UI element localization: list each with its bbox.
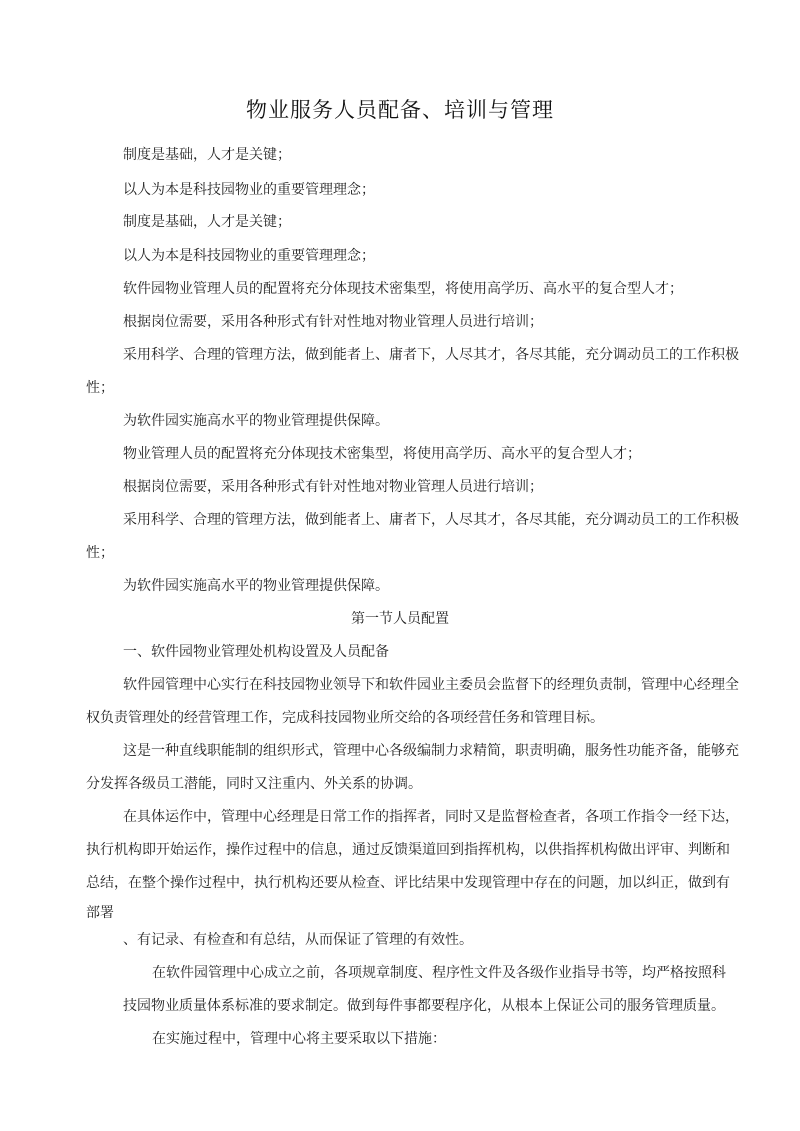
paragraph-line: 以人为本是科技园物业的重要管理理念； bbox=[123, 182, 375, 198]
paragraph-line: 为软件园实施高水平的物业管理提供保障。 bbox=[123, 413, 389, 429]
paragraph-line: 执行机构即开始运作，操作过程中的信息，通过反馈渠道回到指挥机构，以供指挥机构做出评审、判断和 bbox=[86, 842, 730, 858]
paragraph-line: 这是一种直线职能制的组织形式，管理中心各级编制力求精简，职责明确，服务性功能齐备，能够充 bbox=[123, 743, 739, 759]
section-heading: 第一节人员配置 bbox=[351, 611, 449, 627]
paragraph-line: 采用科学、合理的管理方法，做到能者上、庸者下，人尽其才，各尽其能，充分调动员工的工作积极 bbox=[123, 512, 739, 528]
document-title: 物业服务人员配备、培训与管理 bbox=[246, 98, 554, 122]
paragraph-line: 软件园物业管理人员的配置将充分体现技术密集型，将使用高学历、高水平的复合型人才； bbox=[123, 281, 683, 297]
paragraph-line: 采用科学、合理的管理方法，做到能者上、庸者下，人尽其才，各尽其能，充分调动员工的工作积极 bbox=[123, 347, 739, 363]
paragraph-line: 、有记录、有检查和有总结，从而保证了管理的有效性。 bbox=[123, 932, 473, 948]
subsection-heading: 一、软件园物业管理处机构设置及人员配备 bbox=[123, 644, 389, 660]
paragraph-line: 根据岗位需要，采用各种形式有针对性地对物业管理人员进行培训； bbox=[123, 314, 543, 330]
paragraph-line: 为软件园实施高水平的物业管理提供保障。 bbox=[123, 578, 389, 594]
paragraph-line: 制度是基础，人才是关键； bbox=[123, 214, 291, 230]
paragraph-line: 分发挥各级员工潜能，同时又注重内、外关系的协调。 bbox=[86, 776, 422, 792]
paragraph-line: 制度是基础，人才是关键； bbox=[123, 147, 291, 163]
paragraph-line: 根据岗位需要，采用各种形式有针对性地对物业管理人员进行培训； bbox=[123, 479, 543, 495]
paragraph-line: 总结，在整个操作过程中，执行机构还要从检查、评比结果中发现管理中存在的问题，加以纠正，做到有 bbox=[86, 875, 730, 891]
paragraph-line: 技园物业质量体系标准的要求制定。做到每件事都要程序化，从根本上保证公司的服务管理质量。 bbox=[123, 998, 725, 1014]
paragraph-line: 性； bbox=[86, 545, 114, 561]
paragraph-line: 物业管理人员的配置将充分体现技术密集型，将使用高学历、高水平的复合型人才； bbox=[123, 446, 641, 462]
paragraph-line: 在实施过程中，管理中心将主要采取以下措施： bbox=[152, 1031, 446, 1047]
paragraph-line: 性； bbox=[86, 380, 114, 396]
paragraph-line: 在软件园管理中心成立之前，各项规章制度、程序性文件及各级作业指导书等，均严格按照科 bbox=[152, 965, 726, 981]
paragraph-line: 软件园管理中心实行在科技园物业领导下和软件园业主委员会监督下的经理负责制，管理中心经理全 bbox=[123, 677, 739, 693]
paragraph-line: 以人为本是科技园物业的重要管理理念； bbox=[123, 248, 375, 264]
paragraph-line: 在具体运作中，管理中心经理是日常工作的指挥者，同时又是监督检查者，各项工作指令一经下达， bbox=[123, 809, 739, 825]
paragraph-line: 部署 bbox=[86, 905, 114, 921]
paragraph-line: 权负责管理处的经营管理工作，完成科技园物业所交给的各项经营任务和管理目标。 bbox=[86, 710, 604, 726]
